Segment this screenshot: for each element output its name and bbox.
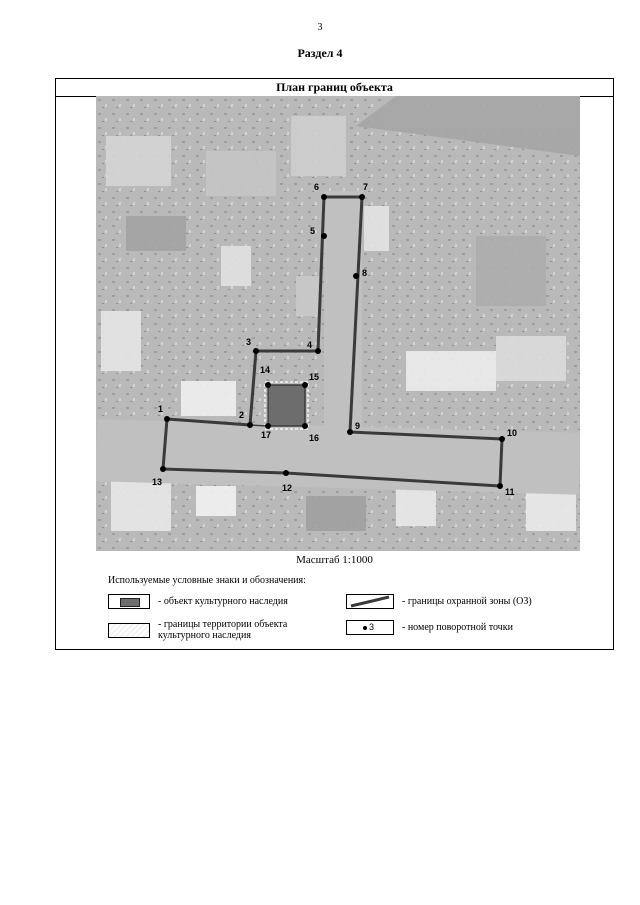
territory-swatch xyxy=(108,623,150,638)
legend-territory-label: - границы территории объекта культурного наследия xyxy=(158,619,288,641)
point-label: 1 xyxy=(158,404,164,414)
point-label: 7 xyxy=(363,182,369,192)
map-frame xyxy=(55,78,614,650)
point-label: 17 xyxy=(261,430,272,440)
point-label: 16 xyxy=(309,433,320,443)
legend-title: Используемые условные знаки и обозначения: xyxy=(108,575,306,586)
map-scale: Масштаб 1:1000 xyxy=(296,554,373,566)
point-label: 10 xyxy=(507,428,518,438)
frame-title: План границ объекта xyxy=(56,79,613,97)
point-label: 15 xyxy=(309,372,320,382)
legend-item-territory xyxy=(108,619,318,641)
point-label: 3 xyxy=(246,337,252,347)
point-label: 14 xyxy=(260,365,271,375)
point-label: 12 xyxy=(282,483,293,493)
section-title: Раздел 4 xyxy=(297,46,343,60)
legend-item-object xyxy=(108,594,288,609)
legend-point-label: - номер поворотной точки xyxy=(402,622,513,633)
point-label: 6 xyxy=(314,182,320,192)
point-sample: 3 xyxy=(369,622,375,632)
legend-object-label: - объект культурного наследия xyxy=(158,596,288,607)
legend-boundary-label: - границы охранной зоны (ОЗ) xyxy=(402,596,532,607)
heritage-object-swatch xyxy=(108,594,150,609)
legend-item-point xyxy=(346,620,513,635)
legend-item-boundary xyxy=(346,594,532,609)
point-label: 13 xyxy=(152,477,163,487)
turning-point-swatch xyxy=(346,620,394,635)
boundary-line-swatch xyxy=(346,594,394,609)
page-number: 3 xyxy=(317,22,323,33)
boundary-map xyxy=(96,96,580,551)
heritage-object xyxy=(268,385,305,426)
point-label: 4 xyxy=(307,340,313,350)
point-label: 11 xyxy=(505,487,515,497)
point-label: 9 xyxy=(355,421,361,431)
point-label: 2 xyxy=(239,410,245,420)
point-label: 8 xyxy=(362,268,368,278)
point-label: 5 xyxy=(310,226,316,236)
